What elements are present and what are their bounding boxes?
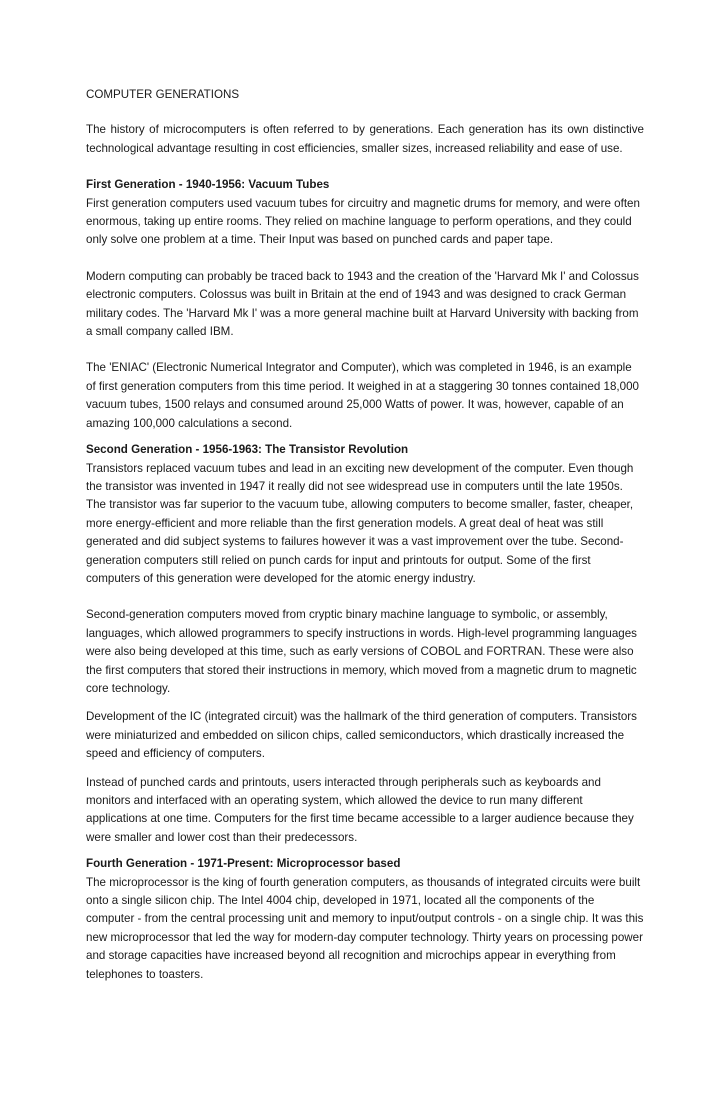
first-generation-heading: First Generation - 1940-1956: Vacuum Tubes xyxy=(86,178,330,192)
second-generation-heading: Second Generation - 1956-1963: The Transistor Revolution xyxy=(86,443,409,457)
fourth-generation-paragraph-1: The microprocessor is the king of fourth generation computers, as thousands of integrated circuits were built onto a single silicon chip. The Intel 4004 chip, developed in 1971, located all the components of the computer - from the central processing unit and memory to input/output controls - on a single chip. It was this new microprocessor that led the way for modern-day computer technology. Thirty years on processing power and storage capacities have increased beyond all recognition and microchips appear in everything from telephones to toasters. xyxy=(86,875,644,981)
document-title: COMPUTER GENERATIONS xyxy=(86,88,240,101)
second-generation-paragraph-1: Transistors replaced vacuum tubes and lead in an exciting new development of the computer. Even though the transistor was invented in 1947 it really did not see widespread use in computers until the late 1950s. The transistor was far superior to the vacuum tube, allowing computers to become smaller, faster, cheaper, more energy-efficient and more reliable than the first generation models. A great deal of heat was still generated and did subject systems to failures however it was a vast improvement over the tube. Second-generation computers still relied on punch cards for input and printouts for output. Some of the first computers of this generation were developed for the atomic energy industry. xyxy=(86,461,634,585)
third-generation-paragraph-2: Instead of punched cards and printouts, users interacted through peripherals such as keyboards and monitors and interfaced with an operating system, which allowed the device to run many different applications at one time. Computers for the first time became accessible to a larger audience because they were smaller and lower cost than their predecessors. xyxy=(86,775,634,844)
first-generation-paragraph-3: The 'ENIAC' (Electronic Numerical Integrator and Computer), which was completed in 1946, is an example of first generation computers from this time period. It weighed in at a staggering 30 tonnes contained 18,000 vacuum tubes, 1500 relays and consumed around 25,000 Watts of power. It was, however, capable of an amazing 100,000 calculations a second. xyxy=(86,361,639,430)
fourth-generation-heading: Fourth Generation - 1971-Present: Microprocessor based xyxy=(86,857,401,871)
intro-paragraph: The history of microcomputers is often referred to by generations. Each generation has its own distinctive technological advantage resulting in cost efficiencies, smaller sizes, increased reliability and ease of use. xyxy=(86,123,644,155)
second-generation-paragraph-2: Second-generation computers moved from cryptic binary machine language to symbolic, or assembly, languages, which allowed programmers to specify instructions in words. High-level programming languages were also being developed at this time, such as early versions of COBOL and FORTRAN. These were also the first computers that stored their instructions in memory, which moved from a magnetic drum to magnetic core technology. xyxy=(86,608,637,695)
third-generation-paragraph-1: Development of the IC (integrated circuit) was the hallmark of the third generation of computers. Transistors were miniaturized and embedded on silicon chips, called semiconductors, which drastically increased the speed and efficiency of computers. xyxy=(86,710,637,761)
first-generation-paragraph-2: Modern computing can probably be traced back to 1943 and the creation of the 'Harvard Mk I' and Colossus electronic computers. Colossus was built in Britain at the end of 1943 and was designed to crack German military codes. The 'Harvard Mk I' was a more general machine built at Harvard University with backing from a small company called IBM. xyxy=(86,269,639,339)
first-generation-paragraph-1: First generation computers used vacuum tubes for circuitry and magnetic drums for memory, and were often enormous, taking up entire rooms. They relied on machine language to perform operations, and they could only solve one problem at a time. Their Input was based on punched cards and paper tape. xyxy=(86,196,640,247)
